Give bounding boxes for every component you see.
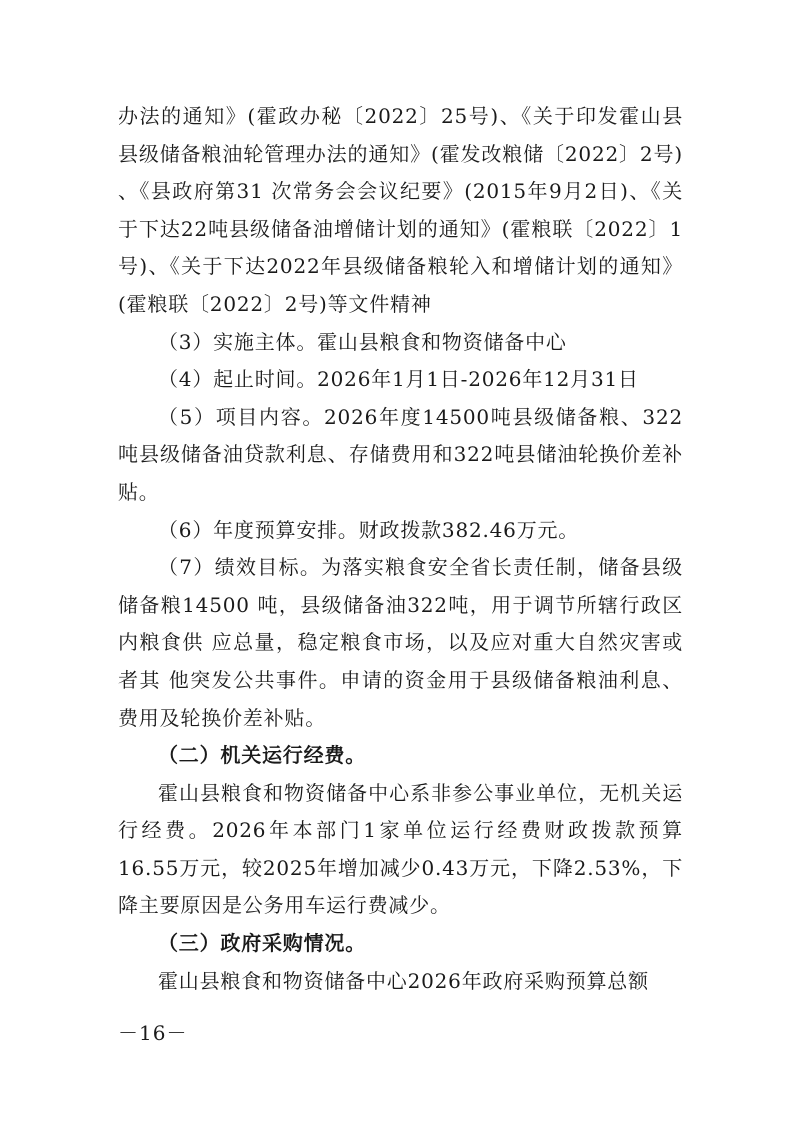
document-body [118,98,683,1000]
paragraph-project-content: （5）项目内容。2026年度14500吨县级储备粮、322吨县级储备油贷款利息、存储费用和322吨县储油轮换价差补贴。 [118,404,683,504]
paragraph-continuation: 办法的通知》(霍政办秘〔2022〕25号)、《关于印发霍山县县级储备粮油轮管理办法的通知》(霍发改粮储〔2022〕2号) 、《县政府第31 次常务会会议纪要》(2015年9月2日)、《关于下达22吨县级储备油增储计划的通知》(霍粮联〔2022〕1号)、《关于下达2022年县级储备粮轮入和增储计划的通知》(霍粮联〔2022〕2号)等文件精神 [118,104,683,316]
page-number: －16－ [118,1021,188,1045]
section-heading-operating-expenses: （二）机关运行经费。 [158,743,366,768]
paragraph-procurement: 霍山县粮食和物资储备中心2026年政府采购预算总额 [158,968,649,993]
paragraph-operating-expenses: 霍山县粮食和物资储备中心系非参公事业单位，无机关运行经费。2026年本部门1家单位运行经费财政拨款预算16.55万元，较2025年增加减少0.43万元，下降2.53%，下降主要原因是公务用车运行费减少。 [118,780,683,918]
paragraph-performance-goal: （7）绩效目标。为落实粮食安全省长责任制，储备县级储备粮14500 吨，县级储备油322吨，用于调节所辖行政区内粮食供 应总量，稳定粮食市场，以及应对重大自然灾害或者其 他突发公共事件。申请的资金用于县级储备粮油利息、费用及轮换价差补贴。 [118,555,683,730]
section-heading-procurement: （三）政府采购情况。 [158,931,366,956]
paragraph-implementing-entity: （3）实施主体。霍山县粮食和物资储备中心 [158,329,567,354]
paragraph-period: （4）起止时间。2026年1月1日-2026年12月31日 [158,367,639,392]
paragraph-budget: （6）年度预算安排。财政拨款382.46万元。 [158,517,580,542]
